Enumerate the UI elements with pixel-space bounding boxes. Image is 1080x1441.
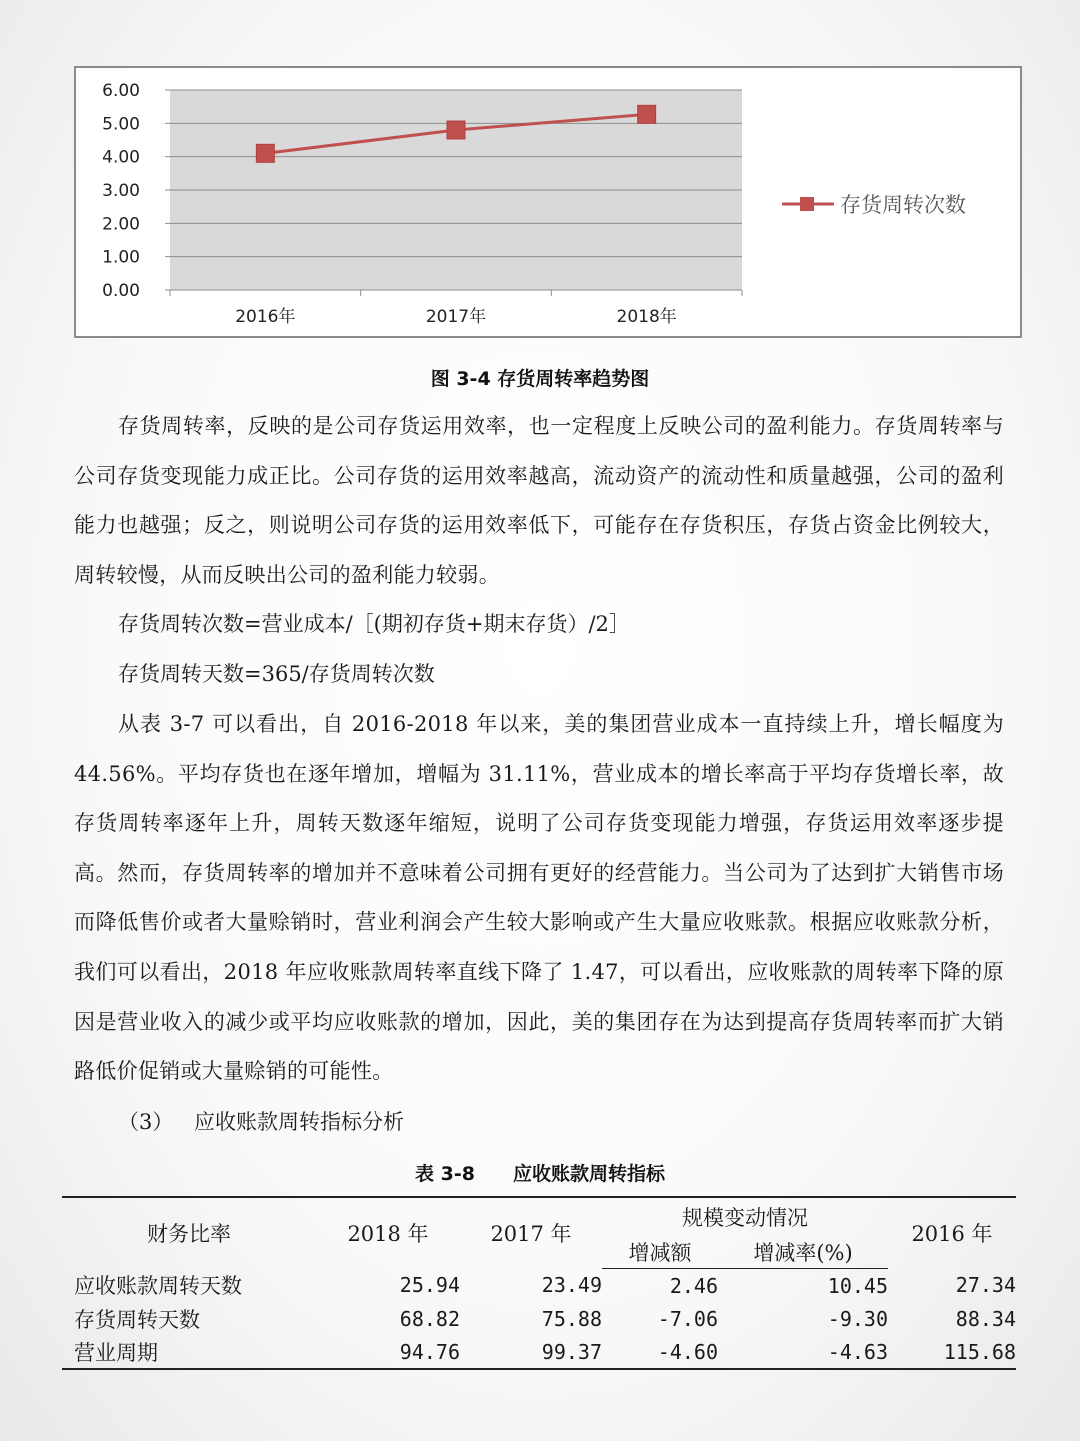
header-ratio: 财务比率 — [62, 1197, 316, 1269]
x-tick-label: 2017年 — [425, 307, 487, 327]
cell-2016: 88.34 — [955, 1306, 1016, 1331]
cell-2016: 115.68 — [888, 1335, 1016, 1369]
cell-change-amount: -7.06 — [657, 1306, 718, 1331]
table-row — [62, 1269, 1016, 1303]
y-tick-label: 5.00 — [102, 114, 140, 135]
cell-2018: 94.76 — [316, 1335, 460, 1369]
row-label: 应收账款周转天数 — [74, 1274, 242, 1299]
y-tick-label: 0.00 — [102, 281, 140, 301]
y-tick-label: 6.00 — [102, 81, 140, 101]
row-label: 存货周转天数 — [74, 1307, 200, 1332]
section-number: （3） — [118, 1110, 174, 1134]
section-heading — [118, 1102, 404, 1142]
legend-marker — [800, 197, 814, 211]
row-label: 营业周期 — [62, 1335, 316, 1369]
y-tick-label: 3.00 — [102, 181, 140, 201]
header-change-amount: 增减额 — [602, 1236, 718, 1269]
inventory-turnover-chart — [76, 68, 1020, 336]
data-point — [447, 121, 465, 139]
y-tick-label: 2.00 — [102, 214, 140, 235]
x-tick-label: 2018年 — [616, 307, 677, 327]
x-tick-label: 2016年 — [235, 307, 296, 327]
cell-change-rate: -4.63 — [718, 1335, 888, 1369]
cell-2018: 25.94 — [399, 1273, 460, 1298]
cell-change-rate: -9.30 — [827, 1306, 888, 1331]
paragraph-analysis: 从表 3-7 可以看出，自 2016-2018 年以来，美的集团营业成本一直持续上升，增长幅度为 44.56%。平均存货也在逐年增加，增幅为 31.11%，营业成本的增长率高于平均存货增长率，故存货周转率逐年上升，周转天数逐年缩短，说明了公司存货变现能力增强，存货运用效率逐步提高。然而，存货周转率的增加并不意味着公司拥有更好的经营能力。当公司为了达到扩大销售市场而降低售价或者大量赊销时，营业利润会产生较大影响或产生大量应收账款。根据应收账款分析，我们可以看出，2018 年应收账款周转率直线下降了 1.47，可以看出，应收账款的周转率下降的原因是营业收入的减少或平均应收账款的增加，因此，美的集团存在为达到提高存货周转率而扩大销路低价促销或大量赊销的可能性。 — [74, 712, 1004, 1084]
table-caption: 表 3-8 应收账款周转指标 — [415, 1163, 665, 1185]
header-2016: 2016 年 — [888, 1197, 1016, 1269]
y-tick-label: 4.00 — [102, 147, 140, 168]
cell-2017: 75.88 — [541, 1306, 602, 1331]
formula-turnover-days: 存货周转天数=365/存货周转次数 — [118, 662, 435, 686]
paragraph-inventory-turnover: 存货周转率，反映的是公司存货运用效率，也一定程度上反映公司的盈利能力。存货周转率与公司存货变现能力成正比。公司存货的运用效率越高，流动资产的流动性和质量越强，公司的盈利能力也越强；反之，则说明公司存货的运用效率低下，可能存在存货积压，存货占资金比例较大，周转较慢，从而反映出公司的盈利能力较弱。 — [74, 414, 1004, 587]
header-2018: 2018 年 — [316, 1197, 460, 1269]
table-row — [62, 1335, 1016, 1369]
data-point — [638, 105, 656, 123]
cell-change-rate: 10.45 — [827, 1273, 888, 1298]
header-2017: 2017 年 — [460, 1197, 602, 1269]
y-tick-label: 1.00 — [102, 247, 140, 268]
table-row — [62, 1302, 1016, 1335]
cell-2017: 23.49 — [541, 1273, 602, 1298]
cell-2017: 99.37 — [460, 1335, 602, 1369]
receivables-turnover-table — [62, 1196, 1016, 1370]
chart-frame — [74, 66, 1022, 338]
formula-turnover-times: 存货周转次数=营业成本/［(期初存货+期末存货）/2］ — [118, 612, 630, 636]
cell-2016: 27.34 — [955, 1273, 1016, 1298]
cell-change-amount: 2.46 — [669, 1273, 718, 1298]
cell-2018: 68.82 — [399, 1306, 460, 1331]
legend-label: 存货周转次数 — [840, 193, 966, 217]
header-change-rate: 增减率(%) — [718, 1236, 888, 1269]
section-title: 应收账款周转指标分析 — [194, 1110, 404, 1134]
figure-caption: 图 3-4 存货周转率趋势图 — [430, 368, 650, 390]
cell-change-amount: -4.60 — [602, 1335, 718, 1369]
data-point — [256, 144, 274, 162]
header-change-group: 规模变动情况 — [602, 1197, 888, 1236]
